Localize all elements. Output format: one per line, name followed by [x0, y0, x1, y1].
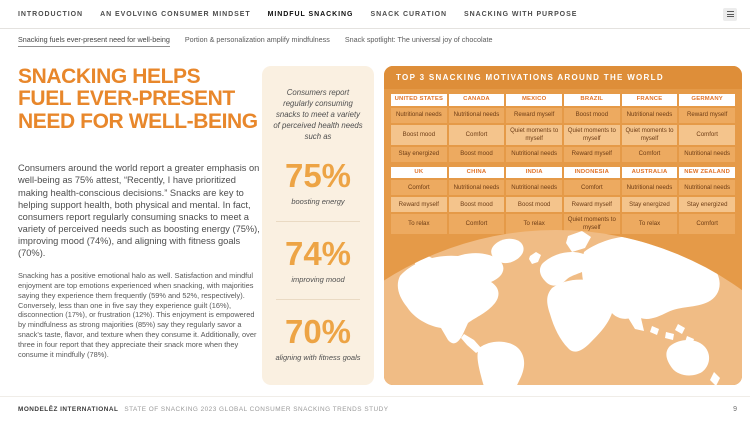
motivation-cell: Comfort [564, 180, 620, 195]
top-navigation [0, 0, 750, 29]
motivation-cell: To relax [506, 214, 562, 234]
stats-panel [262, 66, 374, 385]
motivation-cell: Boost mood [391, 125, 447, 145]
motivation-cell: Reward myself [391, 197, 447, 212]
motivations-panel [384, 66, 742, 385]
stat-boosting-energy [268, 156, 368, 206]
subnav-item-snack-spotlight[interactable]: Snack spotlight: The universal joy of chocolate [344, 35, 493, 44]
stat-fitness-goals [268, 312, 368, 362]
motivation-cell: Nutritional needs [622, 180, 678, 195]
sub-navigation [0, 29, 750, 54]
motivation-cell: To relax [391, 214, 447, 234]
stat-improving-mood [268, 234, 368, 284]
motivation-cell: Boost mood [449, 147, 505, 162]
motivation-cell: Nutritional needs [449, 108, 505, 123]
page-title-line: FUEL EVER-PRESENT [18, 87, 235, 111]
motivation-cell: Nutritional needs [506, 180, 562, 195]
menu-button[interactable] [723, 8, 737, 21]
stat-label: aligning with fitness goals [275, 352, 361, 362]
motivation-cell: Boost mood [449, 197, 505, 212]
motivation-cell: Quiet moments to myself [564, 125, 620, 145]
country-header: NEW ZEALAND [679, 167, 735, 179]
country-header: AUSTRALIA [622, 167, 678, 179]
body-paragraph-1: Consumers around the world report a greater emphasis on well-being as 75% attest, “Recently, I have prioritized making health-conscious decisions.” Snacks are key to helping support health, both physical and mental. In fact, consumers report regularly consuming snacks to meet a variety of perceived needs such as boosting energy (75%), improving mood (74%), and aligning with fitness goals (70%). [18, 163, 260, 258]
motivation-cell: Nutritional needs [679, 147, 735, 162]
body-paragraph-2: Snacking has a positive emotional halo as well. Satisfaction and mindful enjoyment are top emotions experienced when snacking, with majorities saying they experience them frequently (59% and 52%, respectively). Conversely, less than one in five say they experience guilt (16%), disconnection (17%), or frustration (12%). This enjoyment is empowered by mindfulness as strong majorities (85%) say they regularly savor a snack’s taste, flavor, and texture when they consume it. Additionally, over three in four report that they appreciate their snack more when they consume it mindfully (78%). [18, 271, 257, 359]
nav-tab-snacking-with-purpose[interactable]: SNACKING WITH PURPOSE [464, 10, 578, 18]
nav-tab-introduction[interactable]: INTRODUCTION [18, 10, 84, 18]
motivation-cell: Quiet moments to myself [622, 125, 678, 145]
motivation-cell: Quiet moments to myself [564, 214, 620, 234]
motivations-table-1 [391, 94, 735, 162]
stat-value: 75% [284, 156, 352, 194]
world-map-globe [384, 210, 742, 385]
motivation-cell: Comfort [449, 214, 505, 234]
stat-label: boosting energy [291, 196, 345, 206]
nav-tab-evolving-consumer-mindset[interactable]: AN EVOLVING CONSUMER MINDSET [100, 10, 251, 18]
stat-value: 74% [284, 234, 352, 272]
country-header: INDIA [506, 167, 562, 179]
country-header: FRANCE [622, 94, 678, 106]
motivations-panel-title: TOP 3 SNACKING MOTIVATIONS AROUND THE WORLD [384, 66, 742, 89]
motivation-cell: Nutritional needs [506, 147, 562, 162]
motivation-cell: Comfort [679, 125, 735, 145]
page-title [18, 66, 262, 133]
motivation-cell: Nutritional needs [391, 108, 447, 123]
motivation-cell: Nutritional needs [622, 108, 678, 123]
page-number: 9 [733, 406, 737, 413]
motivation-cell: Boost mood [506, 197, 562, 212]
slide-content [0, 62, 750, 393]
stat-value: 70% [284, 312, 352, 350]
motivation-cell: Comfort [391, 180, 447, 195]
nav-tab-mindful-snacking[interactable]: MINDFUL SNACKING [267, 10, 354, 18]
motivation-cell: Reward myself [564, 147, 620, 162]
motivation-cell: Comfort [449, 125, 505, 145]
nav-tab-snack-curation[interactable]: SNACK CURATION [370, 10, 448, 18]
slide-footer [0, 396, 750, 422]
subnav-item-portion-personalization[interactable]: Portion & personalization amplify mindfulness [184, 35, 330, 44]
stat-label: improving mood [291, 274, 345, 284]
motivation-cell: Reward myself [679, 108, 735, 123]
motivation-cell: Nutritional needs [679, 180, 735, 195]
motivation-cell: Comfort [679, 214, 735, 234]
intro-text-column [18, 66, 262, 367]
country-header: CANADA [449, 94, 505, 106]
country-header: CHINA [449, 167, 505, 179]
nav-tabs [18, 11, 577, 18]
motivation-cell: Stay energized [622, 197, 678, 212]
hamburger-icon [727, 11, 734, 17]
motivation-cell: Stay energized [679, 197, 735, 212]
country-header: UNITED STATES [391, 94, 447, 106]
country-header: UK [391, 167, 447, 179]
motivation-cell: Comfort [622, 147, 678, 162]
subnav-item-wellbeing[interactable]: Snacking fuels ever-present need for well-being [18, 35, 170, 47]
page-title-line: NEED FOR WELL-BEING [18, 109, 258, 133]
footer-source [18, 406, 388, 413]
divider [276, 221, 360, 222]
country-header: INDONESIA [564, 167, 620, 179]
motivation-cell: Reward myself [506, 108, 562, 123]
country-header: BRAZIL [564, 94, 620, 106]
brand-name: MONDELĒZ INTERNATIONAL [18, 406, 119, 413]
motivation-cell: Stay energized [391, 147, 447, 162]
motivation-cell: Reward myself [564, 197, 620, 212]
motivation-cell: Boost mood [564, 108, 620, 123]
stats-intro-text: Consumers report regularly consuming snacks to meet a variety of perceived health needs such as [273, 88, 363, 141]
motivation-cell: Quiet moments to myself [506, 125, 562, 145]
divider [276, 299, 360, 300]
motivation-cell: To relax [622, 214, 678, 234]
page-title-line: SNACKING HELPS [18, 65, 201, 88]
motivation-cell: Nutritional needs [449, 180, 505, 195]
country-header: MEXICO [506, 94, 562, 106]
study-title: STATE OF SNACKING 2023 GLOBAL CONSUMER SNACKING TRENDS STUDY [124, 406, 389, 413]
country-header: GERMANY [679, 94, 735, 106]
